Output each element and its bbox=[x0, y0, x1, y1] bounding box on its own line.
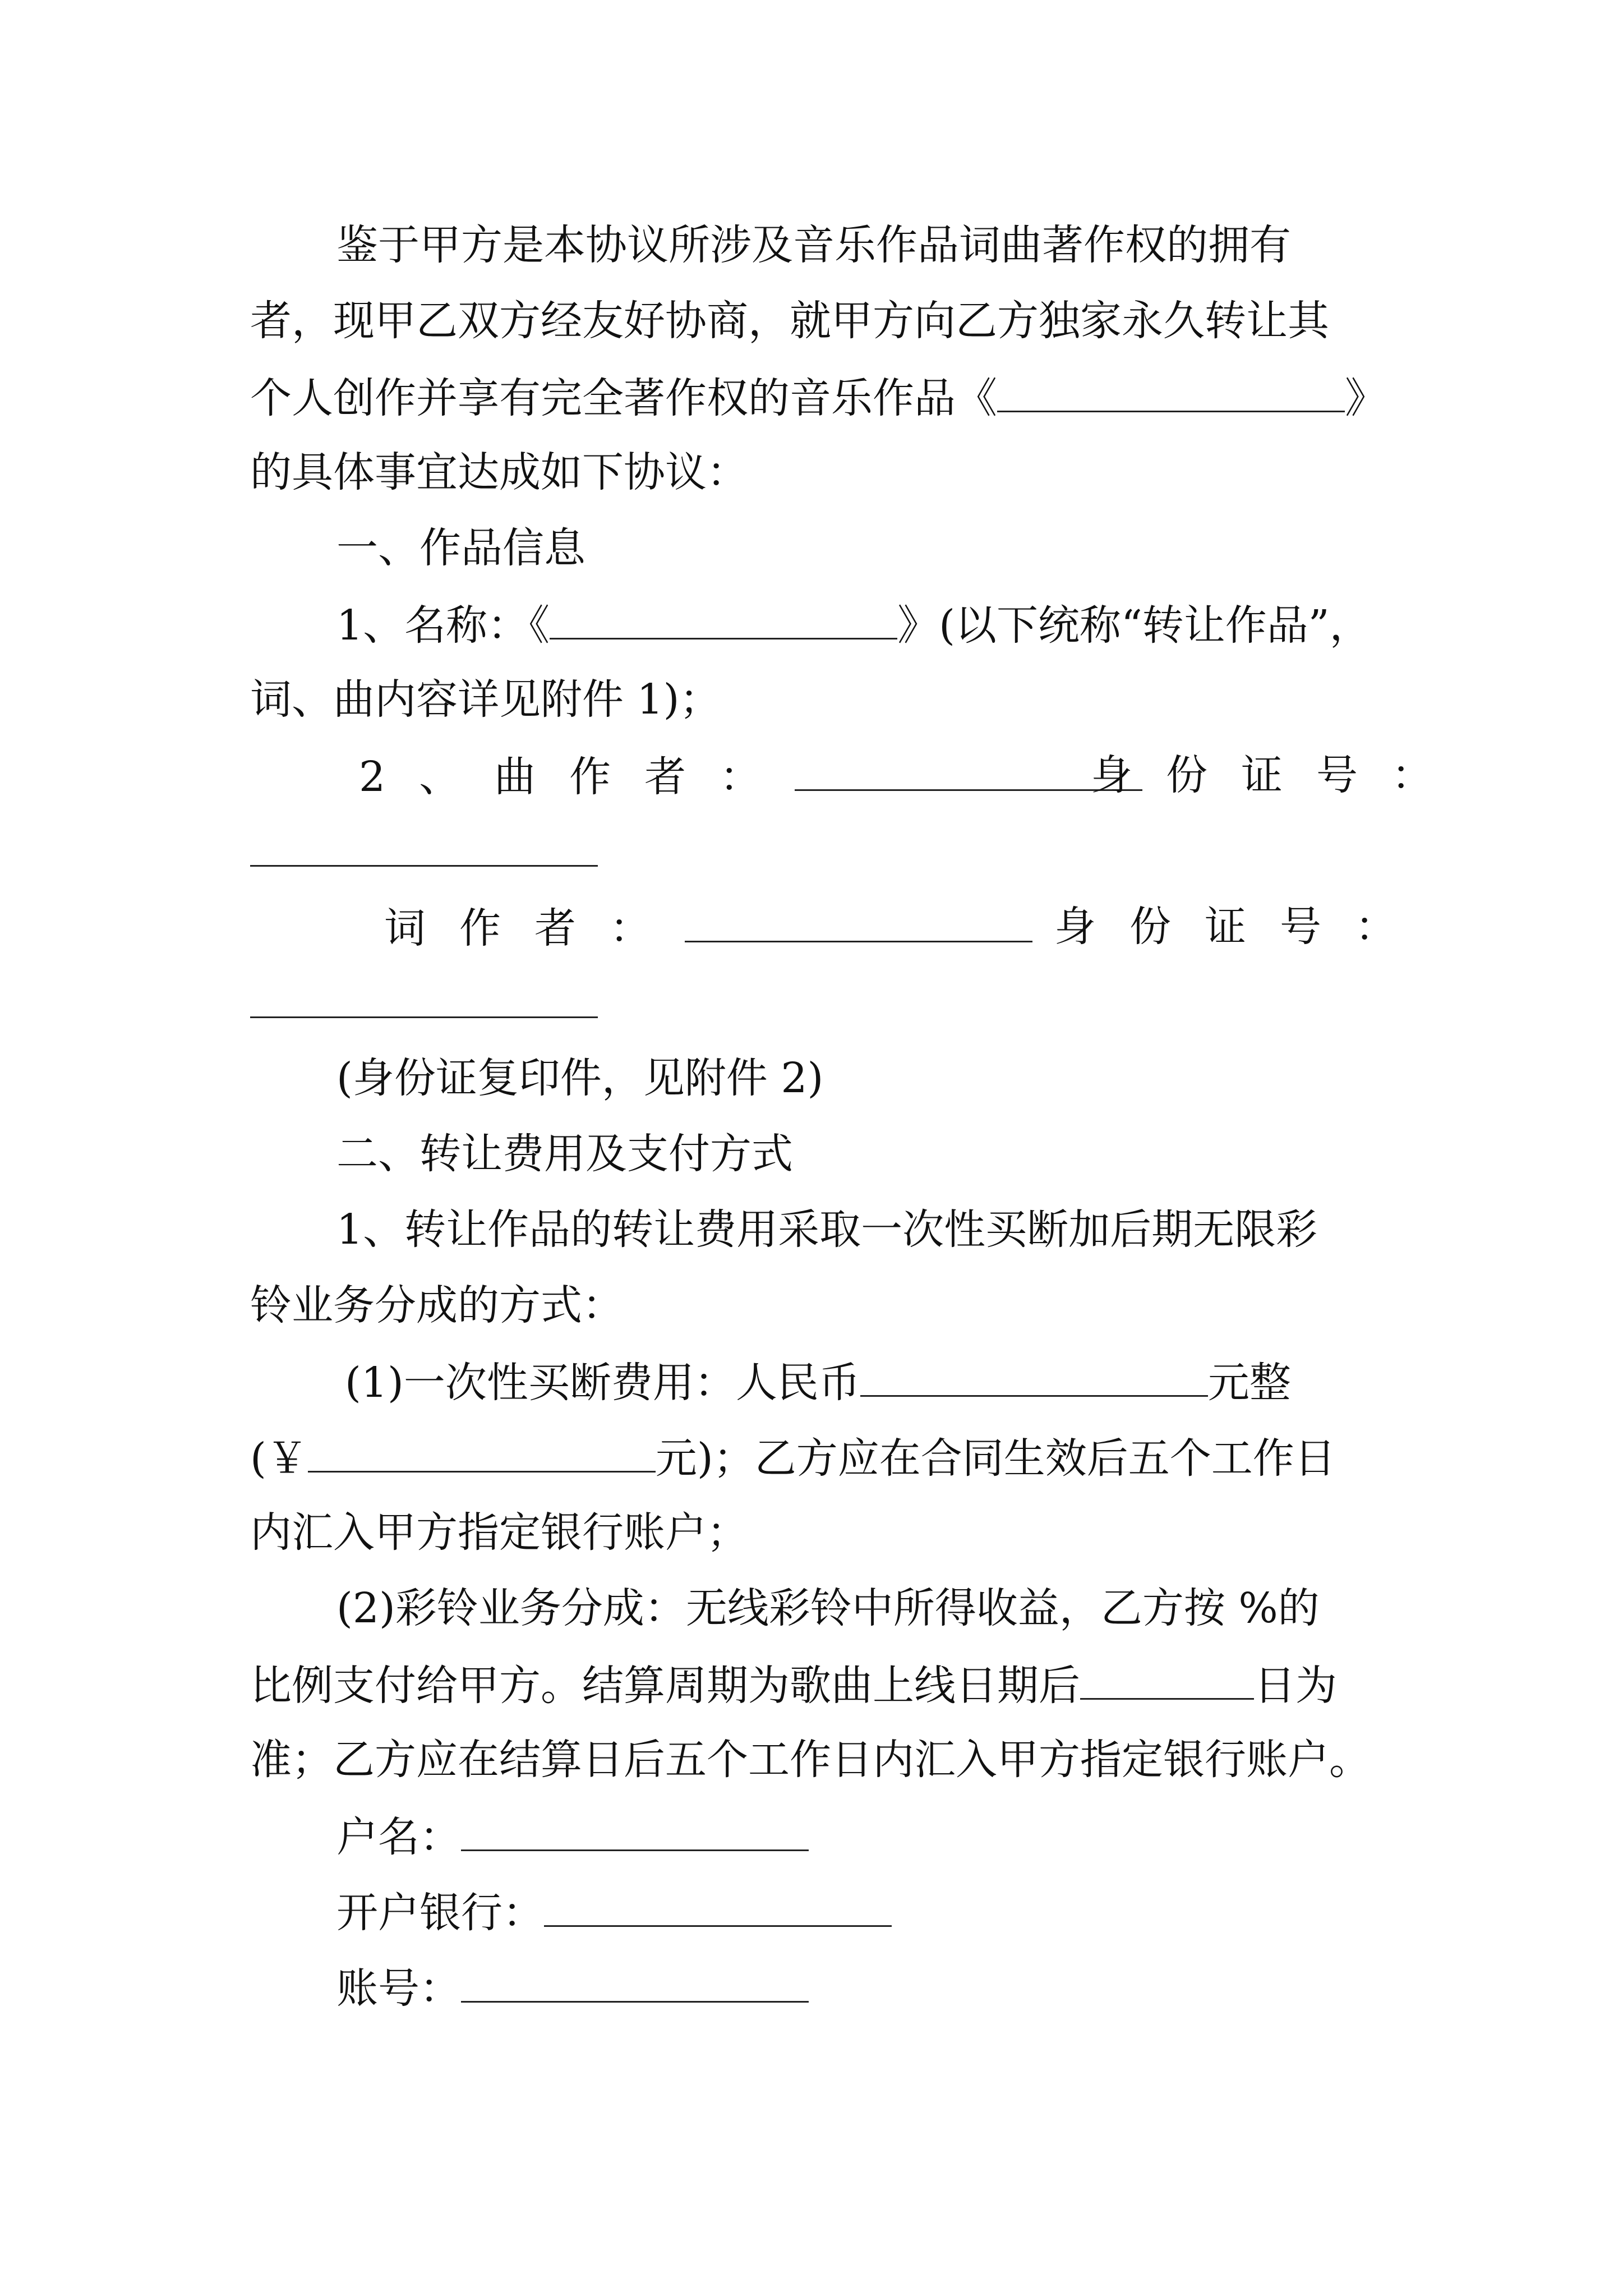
account-number-label: 账号： bbox=[336, 1964, 461, 2013]
bank-blank[interactable] bbox=[544, 1890, 892, 1927]
buyout-amount-number-blank[interactable] bbox=[308, 1436, 656, 1473]
settlement-days-blank[interactable] bbox=[1080, 1663, 1254, 1700]
buyout-amount-words-blank[interactable] bbox=[860, 1360, 1208, 1397]
fee-method-line-1 bbox=[336, 1205, 1318, 1254]
account-name-line bbox=[336, 1813, 809, 1861]
intro-text-1: 鉴于甲方是本协议所涉及音乐作品词曲著作权的拥有 bbox=[336, 221, 1291, 269]
account-number-blank[interactable] bbox=[461, 1966, 809, 2003]
composer-id-label: 身份证号： bbox=[1091, 751, 1467, 799]
ringtone-text-2: 比例支付给甲方。结算周期为歌曲上线日期后 bbox=[250, 1662, 1080, 1710]
intro-line-3 bbox=[250, 374, 1386, 422]
intro-line-2 bbox=[250, 297, 1329, 345]
buyout-payment-terms-cont: 内汇入甲方指定银行账户； bbox=[250, 1508, 748, 1557]
composer-line bbox=[359, 753, 1142, 801]
intro-text-4: 的具体事宜达成如下协议： bbox=[250, 448, 748, 496]
lyricist-id-line bbox=[1054, 903, 1430, 951]
intro-line-1 bbox=[336, 221, 1291, 269]
fee-method-text-1: 1、转让作品的转让费用采取一次性买断加后期无限彩 bbox=[336, 1205, 1318, 1254]
work-name-blank[interactable] bbox=[550, 603, 897, 639]
lyricist-id-blank[interactable] bbox=[250, 982, 598, 1018]
work-name-label: 1、名称：《 bbox=[336, 601, 550, 650]
work-name-cont: 词、曲内容详见附件 1)； bbox=[250, 675, 721, 724]
work-title-blank[interactable] bbox=[997, 376, 1345, 412]
section-1-heading bbox=[336, 524, 585, 572]
fee-method-text-2: 铃业务分成的方式： bbox=[250, 1281, 624, 1329]
work-name-cont-line bbox=[250, 675, 721, 724]
id-note: (身份证复印件，见附件 2) bbox=[336, 1054, 824, 1102]
lyricist-id-label: 身份证号： bbox=[1054, 903, 1430, 951]
intro-text-3: 个人创作并享有完全著作权的音乐作品《 bbox=[250, 374, 997, 422]
bank-label: 开户银行： bbox=[336, 1889, 544, 1937]
composer-id-line bbox=[1091, 751, 1467, 799]
ringtone-line-3 bbox=[250, 1736, 1371, 1784]
composer-id-blank-line bbox=[250, 830, 598, 873]
intro-line-4 bbox=[250, 448, 748, 496]
work-name-line bbox=[336, 601, 1371, 650]
lyricist-blank[interactable] bbox=[685, 906, 1032, 942]
ringtone-text-1: (2)彩铃业务分成：无线彩铃中所得收益，乙方按 %的 bbox=[336, 1584, 1320, 1632]
buyout-unit: 元整 bbox=[1207, 1359, 1291, 1407]
fee-method-line-2 bbox=[250, 1281, 624, 1329]
account-name-label: 户名： bbox=[336, 1813, 461, 1861]
composer-label: 2、曲作者： bbox=[359, 753, 795, 801]
bank-line bbox=[336, 1889, 892, 1937]
ringtone-line-1 bbox=[336, 1584, 1320, 1632]
lyricist-label: 词作者： bbox=[384, 904, 685, 953]
work-name-suffix: 》(以下统称“转让作品”， bbox=[897, 601, 1371, 650]
buyout-payment-terms: 元)；乙方应在合同生效后五个工作日 bbox=[655, 1434, 1336, 1483]
buyout-line-1 bbox=[345, 1359, 1291, 1407]
section-2-title: 二、转让费用及支付方式 bbox=[336, 1130, 793, 1178]
buyout-currency: (￥ bbox=[250, 1434, 308, 1483]
ringtone-line-2 bbox=[250, 1662, 1337, 1710]
lyricist-id-blank-line bbox=[250, 982, 598, 1025]
composer-id-blank[interactable] bbox=[250, 830, 598, 867]
lyricist-line bbox=[384, 904, 1032, 953]
section-1-title: 一、作品信息 bbox=[336, 524, 585, 572]
intro-text-2: 者，现甲乙双方经友好协商，就甲方向乙方独家永久转让其 bbox=[250, 297, 1329, 345]
buyout-line-2 bbox=[250, 1434, 1336, 1483]
account-number-line bbox=[336, 1964, 809, 2013]
section-2-heading bbox=[336, 1130, 793, 1178]
account-name-blank[interactable] bbox=[461, 1815, 809, 1851]
ringtone-text-2-suffix: 日为 bbox=[1254, 1662, 1337, 1710]
id-note-line bbox=[336, 1054, 824, 1102]
buyout-label: (1)一次性买断费用：人民币 bbox=[345, 1359, 860, 1407]
intro-text-3-close: 》 bbox=[1345, 374, 1386, 422]
buyout-line-3 bbox=[250, 1508, 748, 1557]
ringtone-text-3: 准；乙方应在结算日后五个工作日内汇入甲方指定银行账户。 bbox=[250, 1736, 1371, 1784]
